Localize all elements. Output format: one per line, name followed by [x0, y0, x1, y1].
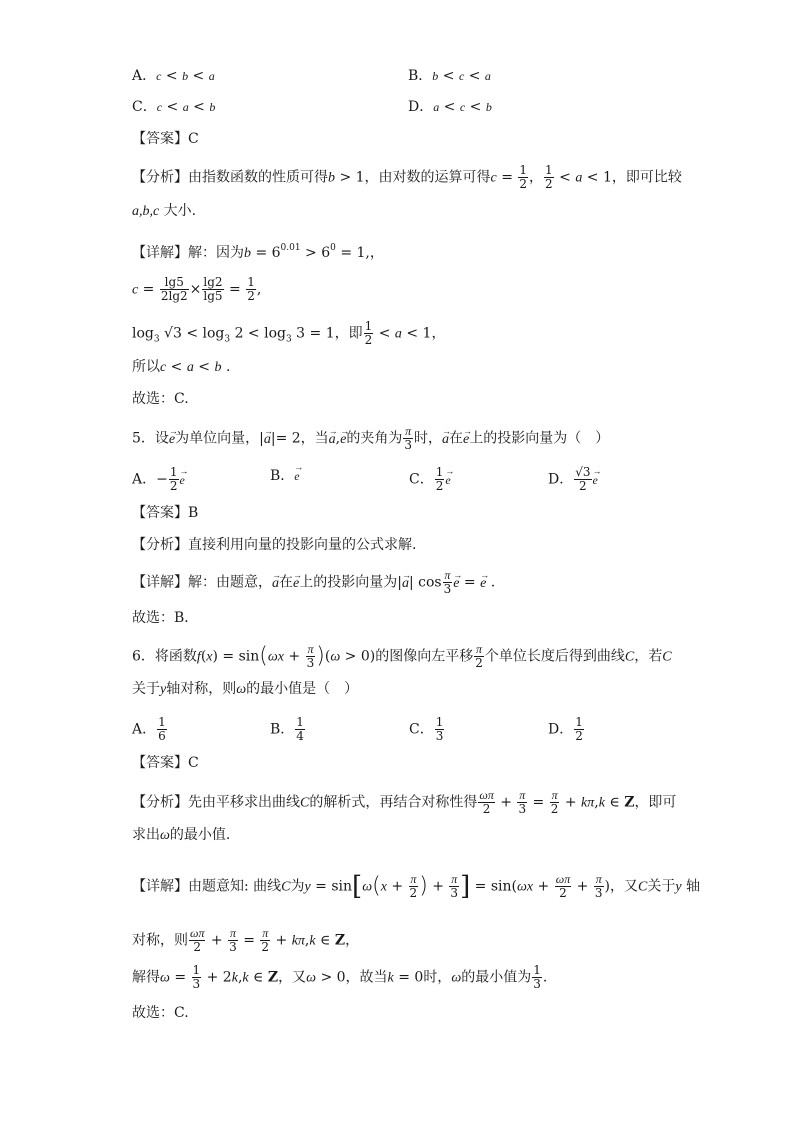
q6-detail-line1: 【详解】由题意知: 曲线C为y = sin[ω(x + $\frac{\pi}{2}$ ) + $\frac{\pi}{3}$ ] = sin(ωx + $\frac{\omega\pi}{2}$ + $\frac{\pi}{3}$ )，又C关于y 轴: [132, 871, 700, 902]
q6-analysis-line2: 求出ω的最小值.: [132, 827, 231, 843]
q5-analysis: 【分析】直接利用向量的投影向量的公式求解.: [132, 537, 417, 553]
q6-stem-line2: 关于y轴对称，则ω的最小值是（ ）: [132, 681, 359, 697]
q5-option-a: A．− $\frac{1}{2}$ → e: [132, 466, 185, 493]
q5-option-c: C． $\frac{1}{2}$ → e: [409, 466, 451, 493]
q6-detail-line2: 对称，则 $\frac{\omega\pi}{2}$ + $\frac{\pi}{3}$ = $\frac{\pi}{2}$ + kπ,k ∈ Z，: [132, 926, 360, 954]
q5-conclusion: 故选：B．: [132, 610, 199, 626]
q4-detail-line2: c = $\frac{\lg 5}{2\lg 2}$ × $\frac{\lg 2}{\lg 5}$ = $\frac{1}{2}$ ,: [132, 275, 262, 303]
q6-option-d: D． $\frac{1}{2}$: [548, 715, 583, 743]
q6-conclusion: 故选：C.: [132, 1005, 189, 1021]
q4-option-d: D．a < c < b: [408, 99, 492, 115]
q5-detail: 【详解】解：由题意，→ a在→ e上的投影向量为|→ a| cos $\frac{\pi}{3}$ → e = → e .: [132, 569, 495, 596]
q5-stem: 5．设→ e为单位向量，|→ a|= 2，当→ a,→ e的夹角为 $\frac{\pi}{3}$ 时，→ a在→ e上的投影向量为（ ）: [132, 425, 609, 452]
q4-option-a: A．c < b < a: [132, 68, 215, 84]
q6-option-a: A． $\frac{1}{6}$: [132, 715, 166, 743]
q4-detail-line1: 【详解】解：因为$b = 6^{0.01} > 6^0 = 1$,，: [132, 243, 384, 261]
q4-answer: 【答案】C: [132, 131, 199, 147]
q5-answer: 【答案】B: [132, 505, 199, 521]
q6-stem-line1: 6．将函数f(x) = sin(ωx + $\frac{\pi}{3}$ )(ω > 0)的图像向左平移 $\frac{\pi}{2}$ 个单位长度后得到曲线C，若C: [132, 642, 672, 670]
q4-detail-line4: 所以c < a < b .: [132, 359, 231, 375]
q6-option-c: C． $\frac{1}{3}$: [409, 715, 444, 743]
q4-analysis-line2: a,b,c 大小.: [132, 203, 197, 219]
q6-detail-line3: 解得ω = $\frac{1}{3}$ + 2k,k ∈ Z，又ω > 0，故当k = 0时，ω的最小值为 $\frac{1}{3}$ .: [132, 963, 548, 991]
q4-option-b: B．b < c < a: [408, 68, 491, 84]
q6-answer: 【答案】C: [132, 755, 199, 771]
q4-conclusion: 故选：C.: [132, 391, 189, 407]
q4-option-c: C．c < a < b: [132, 99, 216, 115]
q6-analysis-line1: 【分析】先由平移求出曲线C的解析式，再结合对称性得 $\frac{\omega\pi}{2}$ + $\frac{\pi}{3}$ = $\frac{\pi}{2}$ + kπ,k ∈ Z，即可: [132, 788, 677, 816]
q4-analysis-line1: 【分析】由指数函数的性质可得b > 1，由对数的运算可得c = $\frac{1}{2}$ ， $\frac{1}{2}$ < a < 1，即可比较: [132, 163, 682, 191]
q4-detail-line3: $\log_3 √3 < \log_3 2 < \log_3 3 = 1$，即 $\frac{1}{2}$ < a < 1，: [132, 319, 446, 347]
q5-option-b: B．→ e: [270, 466, 300, 486]
q5-option-d: D． $\frac{√3}{2}$ → e: [548, 466, 598, 493]
q6-option-b: B． $\frac{1}{4}$: [270, 715, 304, 743]
